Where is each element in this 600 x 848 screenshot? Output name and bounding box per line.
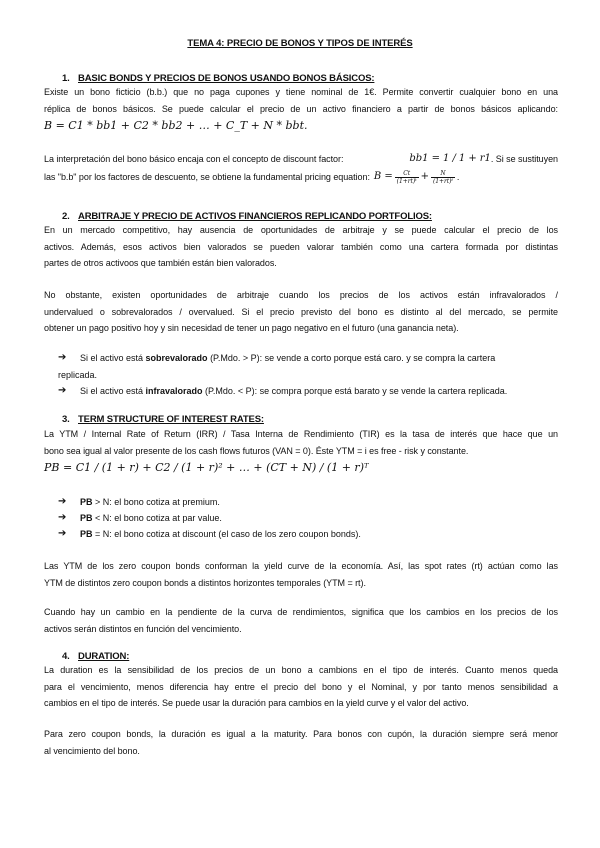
section-2-paragraph-1: [44, 222, 558, 272]
section-2-paragraph-2: [44, 287, 558, 337]
bullet-text: Si el activo está infravalorado (P.Mdo. < P): se compra porque está barato y se vende la cartera replicada.: [80, 386, 508, 396]
section-3-heading: [62, 414, 264, 425]
section-1-paragraph-2: [44, 151, 558, 188]
section-4-heading: [62, 651, 129, 662]
section-title: ARBITRAJE Y PRECIO DE ACTIVOS FINANCIEROS REPLICANDO PORTFOLIOS:: [78, 211, 432, 222]
section-4-paragraph-2: [44, 726, 558, 759]
text-line: undervalued o sobrevalorados / overvalued. Si el precio previsto del bono es distinto al del mercado, se permite: [44, 306, 558, 317]
text-line: [44, 168, 558, 188]
bullet-undervalued: [58, 383, 558, 400]
section-number: 4.: [62, 651, 70, 662]
text-line: Cuando hay un cambio en la pendiente de la curva de rendimientos, significa que los cambios en los precios de los: [44, 607, 558, 617]
text-fragment: las "b.b" por los factores de descuento, se obtiene la fundamental pricing equation:: [44, 172, 370, 183]
text-fragment: . Si se sustituyen: [490, 154, 558, 164]
arrow-right-icon: ➔: [58, 352, 67, 363]
text-line: réplica de bonos básicos. Se puede calcular el precio de un activo financiero a partir de bonos básicos aplicando:: [44, 103, 558, 114]
section-number: 2.: [62, 211, 70, 222]
page-title: TEMA 4: PRECIO DE BONOS Y TIPOS DE INTERÉS: [187, 38, 413, 49]
section-title: TERM STRUCTURE OF INTEREST RATES:: [78, 414, 264, 425]
section-3-paragraph-1: [44, 426, 558, 459]
text-line: La duration es la sensibilidad de los precios de un bono a cambions en el tipo de interés. Cuanto menos queda: [44, 665, 558, 675]
text-line: activos serán distintos en función del vencimiento.: [44, 623, 242, 634]
arrow-right-icon: ➔: [58, 385, 67, 396]
arrow-right-icon: ➔: [58, 512, 67, 523]
period: .: [456, 172, 460, 183]
text-line: En un mercado competitivo, hay ausencia de oportunidades de arbitraje y se puede calcular el precio de los: [44, 225, 558, 235]
section-number: 1.: [62, 73, 70, 84]
bullet-text: PB = N: el bono cotiza at discount (el caso de los zero coupon bonds).: [80, 529, 361, 539]
arrow-right-icon: ➔: [58, 496, 67, 507]
bullet-premium: [58, 494, 558, 511]
ytm-price-equation: PB = C1 / (1 + r) + C2 / (1 + r)² + … + (CT + N) / (1 + r)ᵀ: [44, 461, 369, 474]
bullet-overvalued: [58, 350, 558, 383]
fraction-nominal: $\frac{N}{\text{(1+rt)ᵗ}}$: [432, 170, 453, 185]
discount-factor-formula: bb1 = 1 / 1 + r1: [409, 153, 491, 164]
section-1-heading: [62, 73, 374, 84]
bullet-text: PB < N: el bono cotiza at par value.: [80, 513, 222, 523]
text-line: No obstante, existen oportunidades de arbitraje cuando los precios de los activos están infravalorados /: [44, 290, 558, 300]
text-line: para el vencimiento, menos diferencia hay entre el precio del bono y el Nominal, y por tanto menos sensibilidad a: [44, 681, 558, 692]
text-line: YTM de distintos zero coupon bonds a distintos horizontes temporales (YTM = rt).: [44, 577, 366, 588]
text-line: al vencimiento del bono.: [44, 745, 140, 756]
bullet-par: [58, 510, 558, 527]
section-3-paragraph-3: [44, 604, 558, 637]
text-line: activos. Además, esos activos bien valorados se pueden valorar también como una cartera formada por distintas: [44, 241, 558, 252]
bullet-continuation: replicada.: [58, 369, 98, 380]
text-line: partes de otros activoos que también están bien valorados.: [44, 258, 277, 268]
text-line: [44, 151, 558, 168]
bullet-text: PB > N: el bono cotiza at premium.: [80, 497, 220, 507]
plus-sign: +: [420, 171, 429, 183]
text-line: cambios en el tipo de interés. Se puede usar la duración para cambios en la yield curve y el valor del activo.: [44, 698, 469, 708]
section-title: DURATION:: [78, 651, 130, 662]
fraction-coupon: $\frac{Ct}{\text{(1+rt)ᵗ}}$: [396, 170, 417, 185]
text-fragment: La interpretación del bono básico encaja con el concepto de discount factor:: [44, 154, 344, 164]
section-4-paragraph-1: [44, 662, 558, 712]
section-title: BASIC BONDS Y PRECIOS DE BONOS USANDO BONOS BÁSICOS:: [78, 73, 375, 84]
section-2-heading: [62, 211, 432, 222]
section-number: 3.: [62, 414, 70, 425]
text-line: Existe un bono ficticio (b.b.) que no paga cupones y tiene nominal de 1€. Permite convertir cualquier bono en una: [44, 87, 558, 97]
text-line: La YTM / Internal Rate of Return (IRR) / Tasa Interna de Rendimiento (TIR) es la tasa de interés que hace que un: [44, 429, 558, 439]
text-line: Las YTM de los zero coupon bonds conforman la yield curve de la economía. Así, las spot rates (rt) actúan como las: [44, 561, 558, 571]
text-line: Para zero coupon bonds, la duración es igual a la maturity. Para bonos con cupón, la duración siempre será menor: [44, 729, 558, 739]
bullet-discount: [58, 526, 558, 543]
arrow-right-icon: ➔: [58, 528, 67, 539]
bond-price-equation: B = C1 * bb1 + C2 * bb2 + … + C_T + N * bbt.: [44, 119, 308, 132]
text-line: obtener un pago positivo hoy y sin necesidad de tener un pago negativo en el futuro (una ganancia neta).: [44, 323, 459, 333]
section-3-paragraph-2: [44, 558, 558, 591]
text-line: bono sea igual al valor presente de los cash flows futuros (VAN = 0). Éste YTM = i es free - risk y constante.: [44, 445, 469, 456]
pricing-equation-lhs: B =: [373, 171, 393, 183]
bullet-text: Si el activo está sobrevalorado (P.Mdo. > P): se vende a corto porque está caro. y se compra la cartera: [80, 353, 496, 363]
section-1-paragraph-1: [44, 84, 558, 117]
